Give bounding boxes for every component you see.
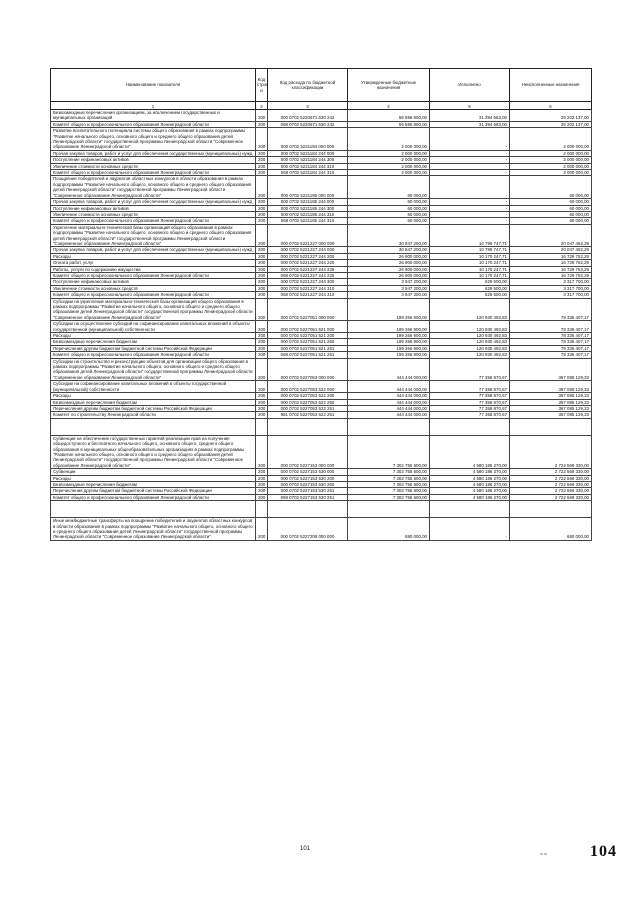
column-number: 3 — [268, 102, 348, 110]
cell-approved: 2 000 000,00 — [348, 128, 430, 151]
cell-code: 000 0702 5221185 244 310 — [268, 211, 348, 217]
cell-name: Субсидии на софинансирование капитальных вложений в объекты государственной (муниципальной) собственности — [51, 381, 256, 393]
cell-approved: 444 444 000,00 — [348, 381, 430, 393]
cell-remaining: 25 202 137,00 — [510, 110, 592, 122]
cell-name: Комитет общего и профессионального образования Ленинградской области — [51, 170, 256, 176]
cell-approved: 199 266 900,00 — [348, 298, 430, 321]
cell-approved: 60 000,00 — [348, 211, 430, 217]
cell-code: 000 0702 5227153 530 251 — [268, 488, 348, 494]
cell-approved: 3 947 200,00 — [348, 292, 430, 298]
cell-remaining: 78 336 407,17 — [510, 298, 592, 321]
cell-approved: 7 302 755 600,00 — [348, 435, 430, 468]
cell-code: 000 0702 5227053 522 251 — [268, 405, 348, 411]
cell-executed: 77 358 870,67 — [430, 399, 510, 405]
cell-approved: 7 302 755 600,00 — [348, 469, 430, 475]
cell-name: Иные межбюджетные трансферты на поощрение победителей и лауреатов областных конкурсов в области образования в рамках подпрограммы "Развитие начального общего, основного общего и среднего общего образования детей Ленинградской области" государственной программы Ленинградской области "Современное образование Ленинградской области" — [51, 518, 256, 541]
cell-executed: 120 930 492,83 — [430, 352, 510, 358]
cell-name: Комитет общего и профессионального образования Ленинградской области — [51, 352, 256, 358]
cell-remaining: 367 085 129,33 — [510, 381, 592, 393]
cell-code: 000 0702 5227051 521 000 — [268, 321, 348, 333]
cell-remaining: 60 000,00 — [510, 211, 592, 217]
cell-name: Работы, услуги по содержанию имущества — [51, 266, 256, 272]
cell-line: 200 — [256, 481, 268, 487]
cell-name: Увеличение стоимости основных средств — [51, 211, 256, 217]
cell-line: 200 — [256, 285, 268, 291]
cell-name: Расходы — [51, 333, 256, 339]
cell-approved: 444 444 000,00 — [348, 358, 430, 381]
cell-executed: 31 394 663,00 — [430, 121, 510, 127]
cell-executed: 10 170 247,71 — [430, 266, 510, 272]
cell-executed: 4 580 186 270,00 — [430, 488, 510, 494]
cell-remaining: 20 047 452,29 — [510, 247, 592, 253]
cell-remaining: 2 722 569 330,00 — [510, 475, 592, 481]
cell-remaining: 2 000 000,00 — [510, 170, 592, 176]
cell-code: 000 0702 5221227 244 200 — [268, 253, 348, 259]
cell-approved: 7 302 755 600,00 — [348, 475, 430, 481]
table-row — [51, 381, 592, 393]
column-number: 5 — [430, 102, 510, 110]
cell-code: 000 0702 5227051 000 000 — [268, 298, 348, 321]
cell-line: 200 — [256, 469, 268, 475]
cell-name: Прочая закупка товаров, работ и услуг для обеспечения государственных (муниципальных) нужд — [51, 199, 256, 205]
cell-name: Увеличение стоимости основных средств — [51, 163, 256, 169]
cell-code: 000 0702 5227053 522 250 — [268, 399, 348, 405]
cell-approved: 60 000,00 — [348, 176, 430, 199]
cell-name: Развитие воспитательного потенциала системы общего образования в рамках подпрограммы "Развитие начального общего, основного общего и среднего общего образования детей Ленинградской области" государственной программы Ленинградской области "Современное образование Ленинградской области" — [51, 128, 256, 151]
cell-remaining: 367 085 129,33 — [510, 405, 592, 411]
column-number: 2 — [256, 102, 268, 110]
cell-name: Увеличение стоимости основных средств — [51, 285, 256, 291]
header-indicator-name: Наименование показателя — [51, 69, 256, 102]
cell-line: 200 — [256, 110, 268, 122]
cell-line: 200 — [256, 399, 268, 405]
cell-approved: 60 000,00 — [348, 218, 430, 224]
page-stamp: 104 — [590, 843, 617, 860]
table-header — [51, 69, 592, 110]
cell-executed: 10 799 747,71 — [430, 224, 510, 247]
cell-name: Прочая закупка товаров, работ и услуг для обеспечения государственных (муниципальных) нужд — [51, 150, 256, 156]
cell-code: 000 0702 5221227 244 310 — [268, 285, 348, 291]
cell-remaining: 78 336 407,17 — [510, 345, 592, 351]
cell-approved: 680 000,00 — [348, 518, 430, 541]
table-row — [51, 321, 592, 333]
cell-executed: 629 500,00 — [430, 285, 510, 291]
cell-code: 000 0702 5227153 000 000 — [268, 435, 348, 468]
cell-executed: 4 580 186 270,00 — [430, 475, 510, 481]
cell-name: Безвозмездные перечисления бюджетам — [51, 339, 256, 345]
cell-line: 200 — [256, 345, 268, 351]
cell-approved: 30 847 200,00 — [348, 224, 430, 247]
cell-remaining: 367 085 129,33 — [510, 358, 592, 381]
cell-executed: 4 580 186 270,00 — [430, 469, 510, 475]
cell-code: 000 0702 5220671 630 242 — [268, 110, 348, 122]
cell-executed: - — [430, 205, 510, 211]
cell-remaining: 2 722 569 330,00 — [510, 469, 592, 475]
cell-remaining: 78 336 407,17 — [510, 352, 592, 358]
cell-approved: 60 000,00 — [348, 199, 430, 205]
cell-line: 200 — [256, 518, 268, 541]
cell-line: 200 — [256, 292, 268, 298]
table-row — [51, 176, 592, 199]
cell-line: 200 — [256, 339, 268, 345]
header-classification-code: Код расхода по бюджетной классификации — [268, 69, 348, 102]
cell-name: Комитет общего и профессионального образования Ленинградской области — [51, 121, 256, 127]
cell-name: Укрепление материально-технической базы организаций общего образования в рамках подпрограммы "Развитие начального общего, основного общего и среднего общего образования детей Ленинградской области" государственной программы Ленинградской области "Современное образование Ленинградской области" — [51, 224, 256, 247]
cell-name: Субсидии на укрепление материально-технической базы организаций общего образования в рамках подпрограммы "Развитие начального общего, основного общего и среднего общего образования детей Ленинградской области" государственной программы Ленинградской области "Современное образование Ленинградской области" — [51, 298, 256, 321]
cell-line: 200 — [256, 488, 268, 494]
table-body — [51, 110, 592, 541]
cell-executed: 4 580 186 270,00 — [430, 435, 510, 468]
cell-remaining: 367 085 129,33 — [510, 412, 592, 418]
cell-code: 000 0702 5221184 244 310 — [268, 163, 348, 169]
cell-executed: - — [430, 199, 510, 205]
cell-remaining: 16 729 752,29 — [510, 253, 592, 259]
cell-code: 000 0702 5227051 521 251 — [268, 345, 348, 351]
cell-line: 200 — [256, 150, 268, 156]
cell-name: Поступление нефинансовых активов — [51, 205, 256, 211]
cell-code: 068 0702 5221227 244 310 — [268, 292, 348, 298]
cell-remaining: 2 000 000,00 — [510, 157, 592, 163]
cell-name: Расходы — [51, 475, 256, 481]
cell-remaining: 3 317 700,00 — [510, 292, 592, 298]
header-line-code: Код строк и — [256, 69, 268, 102]
cell-executed: 120 930 492,83 — [430, 339, 510, 345]
cell-line: 200 — [256, 218, 268, 224]
cell-approved: 444 444 000,00 — [348, 412, 430, 418]
cell-code: 000 0702 5227051 521 200 — [268, 333, 348, 339]
table-row — [51, 358, 592, 381]
cell-approved: 444 444 000,00 — [348, 393, 430, 399]
cell-code: 068 0702 5221227 244 225 — [268, 272, 348, 278]
cell-executed: 120 930 492,83 — [430, 333, 510, 339]
budget-execution-table — [50, 68, 592, 541]
table-row — [51, 435, 592, 468]
cell-name: Расходы — [51, 393, 256, 399]
cell-executed: 629 500,00 — [430, 279, 510, 285]
cell-name: Комитет общего и профессионального образования Ленинградской области — [51, 494, 256, 500]
cell-name: Субвенции — [51, 469, 256, 475]
cell-executed: 10 799 747,71 — [430, 247, 510, 253]
cell-line: 200 — [256, 163, 268, 169]
cell-code: 068 0702 5227051 521 251 — [268, 352, 348, 358]
cell-name: Расходы — [51, 253, 256, 259]
table-row — [51, 298, 592, 321]
cell-code: 000 0702 5221227 000 000 — [268, 224, 348, 247]
cell-approved: 26 900 000,00 — [348, 253, 430, 259]
cell-name: Безвозмездные перечисления бюджетам — [51, 399, 256, 405]
cell-line: 200 — [256, 435, 268, 468]
cell-code: 981 0702 5227053 522 251 — [268, 412, 348, 418]
cell-remaining: 367 085 129,33 — [510, 393, 592, 399]
cell-line: 200 — [256, 279, 268, 285]
cell-line: 200 — [256, 298, 268, 321]
cell-code: 068 0702 5221184 244 310 — [268, 170, 348, 176]
cell-approved: 7 302 755 600,00 — [348, 494, 430, 500]
cell-code: 000 0702 5221227 244 300 — [268, 279, 348, 285]
cell-executed: - — [430, 128, 510, 151]
cell-code: 000 0702 5221184 244 300 — [268, 157, 348, 163]
cell-approved: 199 266 900,00 — [348, 333, 430, 339]
cell-name: Комитет общего и профессионального образования Ленинградской области — [51, 218, 256, 224]
cell-executed: 120 930 492,83 — [430, 298, 510, 321]
cell-name: Комитет по строительству Ленинградской области — [51, 412, 256, 418]
cell-remaining: 20 047 452,29 — [510, 224, 592, 247]
cell-remaining: 2 000 000,00 — [510, 150, 592, 156]
cell-name: Субсидии на осуществление субсидий на софинансирование капитальных вложений в объекты государственной (муниципальной) собственности — [51, 321, 256, 333]
cell-executed: 77 358 870,67 — [430, 381, 510, 393]
cell-remaining: 60 000,00 — [510, 199, 592, 205]
cell-approved: 444 444 000,00 — [348, 405, 430, 411]
cell-executed: 120 930 492,83 — [430, 345, 510, 351]
table-row — [51, 224, 592, 247]
cell-line: 200 — [256, 352, 268, 358]
cell-remaining: 2 000 000,00 — [510, 163, 592, 169]
cell-code: 000 0702 5227153 530 000 — [268, 469, 348, 475]
cell-remaining: 16 729 752,29 — [510, 260, 592, 266]
header-approved: Утвержденные бюджетные назначения — [348, 69, 430, 102]
cell-code: 000 0702 5227053 000 000 — [268, 358, 348, 381]
cell-remaining: 3 317 700,00 — [510, 285, 592, 291]
cell-line: 200 — [256, 224, 268, 247]
cell-line: 200 — [256, 128, 268, 151]
cell-remaining: 78 336 407,17 — [510, 333, 592, 339]
cell-name: Поступление нефинансовых активов — [51, 279, 256, 285]
cell-code: 000 0702 5221227 244 000 — [268, 247, 348, 253]
cell-remaining: 78 336 407,17 — [510, 321, 592, 333]
cell-remaining: 78 336 407,17 — [510, 339, 592, 345]
cell-executed: 10 170 247,71 — [430, 272, 510, 278]
cell-line: 200 — [256, 475, 268, 481]
cell-remaining: 60 000,00 — [510, 176, 592, 199]
cell-line: 200 — [256, 157, 268, 163]
small-mark: m.m. — [540, 852, 548, 856]
cell-name: Прочая закупка товаров, работ и услуг для обеспечения государственных (муниципальных) нужд — [51, 247, 256, 253]
cell-executed: 4 580 186 270,00 — [430, 481, 510, 487]
cell-approved: 56 596 800,00 — [348, 110, 430, 122]
cell-remaining: 2 000 000,00 — [510, 128, 592, 151]
cell-remaining: 60 000,00 — [510, 205, 592, 211]
table-row — [51, 110, 592, 122]
cell-code: 000 0702 5221227 244 225 — [268, 266, 348, 272]
column-number: 6 — [510, 102, 592, 110]
cell-name: Перечисления другим бюджетам бюджетной системы Российской Федерации — [51, 345, 256, 351]
cell-code: 068 0702 5220671 630 242 — [268, 121, 348, 127]
cell-line: 200 — [256, 272, 268, 278]
cell-executed: 77 358 870,67 — [430, 405, 510, 411]
cell-executed: 77 358 870,67 — [430, 393, 510, 399]
cell-approved: 2 000 000,00 — [348, 150, 430, 156]
cell-remaining: 3 317 700,00 — [510, 279, 592, 285]
cell-approved: 199 266 900,00 — [348, 339, 430, 345]
cell-code: 000 0702 5221185 244 000 — [268, 199, 348, 205]
cell-code: 068 0702 5221185 244 310 — [268, 218, 348, 224]
cell-executed: - — [430, 157, 510, 163]
cell-name: Оплата работ, услуг — [51, 260, 256, 266]
header-executed: Исполнено — [430, 69, 510, 102]
cell-code: 000 0702 5227153 530 250 — [268, 481, 348, 487]
cell-executed: 31 394 663,00 — [430, 110, 510, 122]
cell-line: 200 — [256, 170, 268, 176]
cell-approved: 3 947 200,00 — [348, 279, 430, 285]
cell-line: 200 — [256, 333, 268, 339]
cell-executed: 4 580 186 270,00 — [430, 494, 510, 500]
cell-name: Перечисления другим бюджетам бюджетной системы Российской Федерации — [51, 488, 256, 494]
cell-name: Комитет общего и профессионального образования Ленинградской области — [51, 292, 256, 298]
cell-remaining: 2 722 569 330,00 — [510, 494, 592, 500]
cell-line: 200 — [256, 405, 268, 411]
cell-approved: 26 900 000,00 — [348, 260, 430, 266]
cell-approved: 199 266 900,00 — [348, 321, 430, 333]
cell-line: 200 — [256, 247, 268, 253]
cell-approved: 2 000 000,00 — [348, 157, 430, 163]
page-number: 101 — [300, 846, 311, 852]
cell-approved: 7 302 755 600,00 — [348, 481, 430, 487]
cell-executed: - — [430, 518, 510, 541]
cell-remaining: 680 000,00 — [510, 518, 592, 541]
cell-name: Субвенции на обеспечение государственных гарантий реализации прав на получение общедоступного и бесплатного начального общего, основного общего, среднего общего образования в муниципальных общеобразовательных организациях в рамках подпрограммы "Развитие начального общего, основного общего и среднего общего образования детей Ленинградской области" государственной программы Ленинградской области "Современное образование Ленинградской области" — [51, 435, 256, 468]
cell-line: 200 — [256, 199, 268, 205]
cell-line: 200 — [256, 412, 268, 418]
cell-approved: 56 596 800,00 — [348, 121, 430, 127]
cell-approved: 2 000 000,00 — [348, 163, 430, 169]
column-number: 4 — [348, 102, 430, 110]
cell-code: 000 0702 5221185 000 000 — [268, 176, 348, 199]
cell-approved: 60 000,00 — [348, 205, 430, 211]
cell-code: 000 0702 5227053 522 200 — [268, 393, 348, 399]
cell-line: 200 — [256, 253, 268, 259]
cell-executed: 77 358 870,67 — [430, 358, 510, 381]
table-row — [51, 128, 592, 151]
cell-line: 200 — [256, 266, 268, 272]
cell-line: 200 — [256, 358, 268, 381]
cell-executed: - — [430, 170, 510, 176]
cell-executed: - — [430, 176, 510, 199]
cell-line: 200 — [256, 494, 268, 500]
cell-approved: 26 900 000,00 — [348, 266, 430, 272]
cell-approved: 199 266 900,00 — [348, 352, 430, 358]
cell-line: 200 — [256, 381, 268, 393]
cell-remaining: 2 722 569 330,00 — [510, 435, 592, 468]
cell-remaining: 367 085 129,33 — [510, 399, 592, 405]
cell-executed: 10 170 247,71 — [430, 253, 510, 259]
cell-name: Комитет общего и профессионального образования Ленинградской области — [51, 272, 256, 278]
cell-executed: 10 170 247,71 — [430, 260, 510, 266]
cell-approved: 3 947 200,00 — [348, 285, 430, 291]
header-remaining: Неисполненные назначения — [510, 69, 592, 102]
cell-executed: - — [430, 218, 510, 224]
cell-approved: 444 444 000,00 — [348, 399, 430, 405]
cell-approved: 30 847 200,00 — [348, 247, 430, 253]
cell-line: 200 — [256, 260, 268, 266]
cell-line: 200 — [256, 121, 268, 127]
cell-code: 000 0702 5221185 244 300 — [268, 205, 348, 211]
cell-line: 200 — [256, 393, 268, 399]
cell-name: Перечисления другим бюджетам бюджетной системы Российской Федерации — [51, 405, 256, 411]
cell-name: Поступление нефинансовых активов — [51, 157, 256, 163]
cell-approved: 199 266 900,00 — [348, 345, 430, 351]
cell-line: 200 — [256, 211, 268, 217]
cell-code: 068 0702 5227153 530 251 — [268, 494, 348, 500]
table-row — [51, 518, 592, 541]
cell-approved: 7 302 755 600,00 — [348, 488, 430, 494]
cell-line: 200 — [256, 321, 268, 333]
cell-name: Субсидии на строительство и реконструкцию объектов для организации общего образования в рамках подпрограммы "Развитие начального общего, основного общего и среднего общего образования детей Ленинградской области" государственной программы Ленинградской области "Современное образование Ленинградской области" — [51, 358, 256, 381]
cell-executed: 629 500,00 — [430, 292, 510, 298]
cell-remaining: 2 722 569 330,00 — [510, 481, 592, 487]
cell-code: 000 0702 5227053 522 000 — [268, 381, 348, 393]
cell-code: 000 0702 5221184 000 000 — [268, 128, 348, 151]
cell-executed: 77 358 870,67 — [430, 412, 510, 418]
cell-code: 000 0702 5227208 000 000 — [268, 518, 348, 541]
cell-approved: 2 000 000,00 — [348, 170, 430, 176]
cell-executed: 120 930 492,83 — [430, 321, 510, 333]
column-number: 1 — [51, 102, 256, 110]
cell-remaining: 60 000,00 — [510, 218, 592, 224]
cell-remaining: 16 729 752,29 — [510, 266, 592, 272]
cell-name: Безвозмездные перечисления бюджетам — [51, 481, 256, 487]
cell-executed: - — [430, 163, 510, 169]
cell-remaining: 2 722 569 330,00 — [510, 488, 592, 494]
cell-name: Поощрение победителей и лауреатов областных конкурсов в области образования в рамках подпрограммы "Развитие начального общего, основного общего и среднего общего образования детей Ленинградской области" государственной программы Ленинградской области "Современное образование Ленинградской области" — [51, 176, 256, 199]
cell-executed: - — [430, 150, 510, 156]
cell-code: 000 0702 5227153 530 200 — [268, 475, 348, 481]
cell-line: 200 — [256, 176, 268, 199]
cell-code: 000 0702 5221184 244 000 — [268, 150, 348, 156]
column-number-row — [51, 102, 592, 110]
cell-remaining: 25 202 137,00 — [510, 121, 592, 127]
cell-executed: - — [430, 211, 510, 217]
cell-remaining: 16 729 752,29 — [510, 272, 592, 278]
cell-code: 000 0702 5221227 244 220 — [268, 260, 348, 266]
cell-code: 000 0702 5227051 521 250 — [268, 339, 348, 345]
cell-approved: 26 900 000,00 — [348, 272, 430, 278]
cell-line: 200 — [256, 205, 268, 211]
cell-name: Безвозмездные перечисления организациям, за исключением государственных и муниципальных организаций — [51, 110, 256, 122]
spacer-row — [51, 501, 592, 518]
spacer-row — [51, 418, 592, 435]
